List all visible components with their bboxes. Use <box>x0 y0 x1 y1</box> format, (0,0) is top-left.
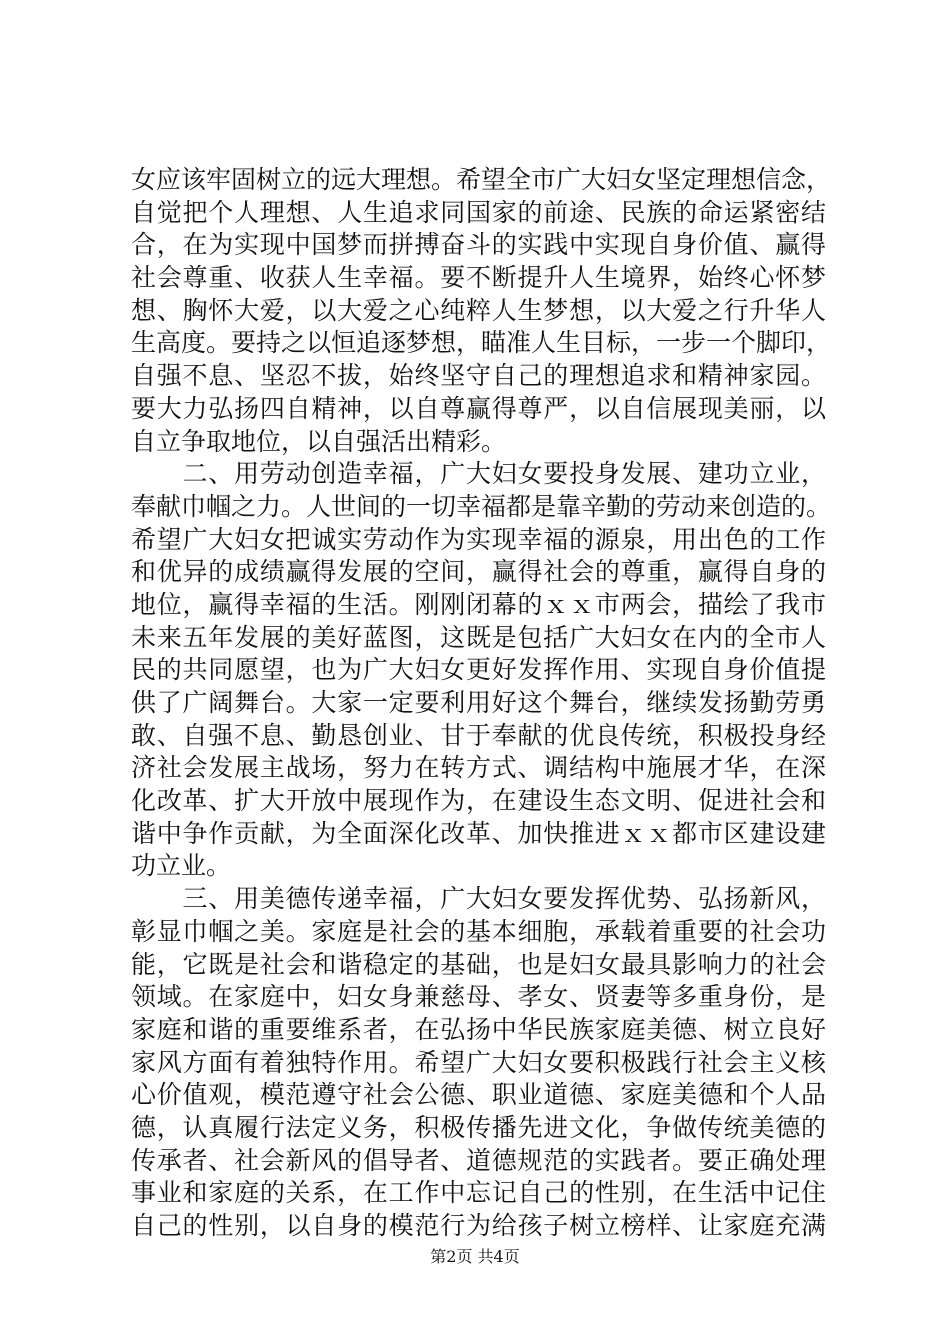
text-line: 地位，赢得幸福的生活。刚刚闭幕的ｘｘ市两会，描绘了我市 <box>131 589 826 619</box>
text-line: 供了广阔舞台。大家一定要利用好这个舞台，继续发扬勤劳勇 <box>131 688 826 717</box>
text-line: 领域。在家庭中，妇女身兼慈母、孝女、贤妻等多重身份，是 <box>131 982 826 1012</box>
text-line: 希望广大妇女把诚实劳动作为实现幸福的源泉，用出色的工作 <box>131 524 826 554</box>
text-line: 生高度。要持之以恒追逐梦想，瞄准人生目标，一步一个脚印， <box>131 328 832 358</box>
text-line: 要大力弘扬四自精神，以自尊赢得尊严，以自信展现美丽，以 <box>131 393 826 423</box>
text-line: 谐中争作贡献，为全面深化改革、加快推进ｘｘ都市区建设建 <box>131 818 826 848</box>
text-line: 德，认真履行法定义务，积极传播先进文化，争做传统美德的 <box>131 1112 826 1142</box>
text-line: 合，在为实现中国梦而拼搏奋斗的实践中实现自身价值、赢得 <box>131 230 826 260</box>
text-line: 化改革、扩大开放中展现作为，在建设生态文明、促进社会和 <box>131 786 826 816</box>
text-line: 三、用美德传递幸福，广大妇女要发挥优势、弘扬新风， <box>131 884 826 914</box>
text-line: 能，它既是社会和谐稳定的基础，也是妇女最具影响力的社会 <box>131 949 826 979</box>
text-line: 功立业。 <box>131 851 232 881</box>
text-line: 传承者、社会新风的倡导者、道德规范的实践者。要正确处理 <box>131 1145 826 1175</box>
text-line: 家庭和谐的重要维系者，在弘扬中华民族家庭美德、树立良好 <box>131 1014 826 1044</box>
text-line: 心价值观，模范遵守社会公德、职业道德、家庭美德和个人品 <box>131 1080 826 1110</box>
text-line: 想、胸怀大爱，以大爱之心纯粹人生梦想，以大爱之行升华人 <box>131 295 826 325</box>
text-line: 彰显巾帼之美。家庭是社会的基本细胞，承载着重要的社会功 <box>131 916 826 946</box>
text-line: 自强不息、坚忍不拔，始终坚守自己的理想追求和精神家园。 <box>131 361 826 391</box>
text-line: 未来五年发展的美好蓝图，这既是包括广大妇女在内的全市人 <box>131 622 826 652</box>
body-text <box>131 164 832 1243</box>
text-line: 济社会发展主战场，努力在转方式、调结构中施展才华，在深 <box>131 753 826 783</box>
text-line: 家风方面有着独特作用。希望广大妇女要积极践行社会主义核 <box>131 1047 826 1077</box>
text-line: 自立争取地位，以自强活出精彩。 <box>131 426 507 456</box>
text-line: 民的共同愿望，也为广大妇女更好发挥作用、实现自身价值提 <box>131 655 826 685</box>
page-footer: 第2页 共4页 <box>430 1247 520 1266</box>
text-line: 女应该牢固树立的远大理想。希望全市广大妇女坚定理想信念， <box>131 165 832 194</box>
text-line: 二、用劳动创造幸福，广大妇女要投身发展、建功立业， <box>131 459 826 489</box>
text-line: 自己的性别，以自身的模范行为给孩子树立榜样、让家庭充满 <box>131 1211 826 1240</box>
text-line: 奉献巾帼之力。人世间的一切幸福都是靠辛勤的劳动来创造的。 <box>131 491 832 521</box>
text-line: 社会尊重、收获人生幸福。要不断提升人生境界，始终心怀梦 <box>131 263 826 293</box>
text-line: 和优异的成绩赢得发展的空间，赢得社会的尊重，赢得自身的 <box>131 557 826 587</box>
text-line: 事业和家庭的关系，在工作中忘记自己的性别，在生活中记住 <box>131 1178 826 1208</box>
text-line: 自觉把个人理想、人生追求同国家的前途、民族的命运紧密结 <box>131 197 826 227</box>
text-line: 敢、自强不息、勤恳创业、甘于奉献的优良传统，积极投身经 <box>131 720 826 750</box>
